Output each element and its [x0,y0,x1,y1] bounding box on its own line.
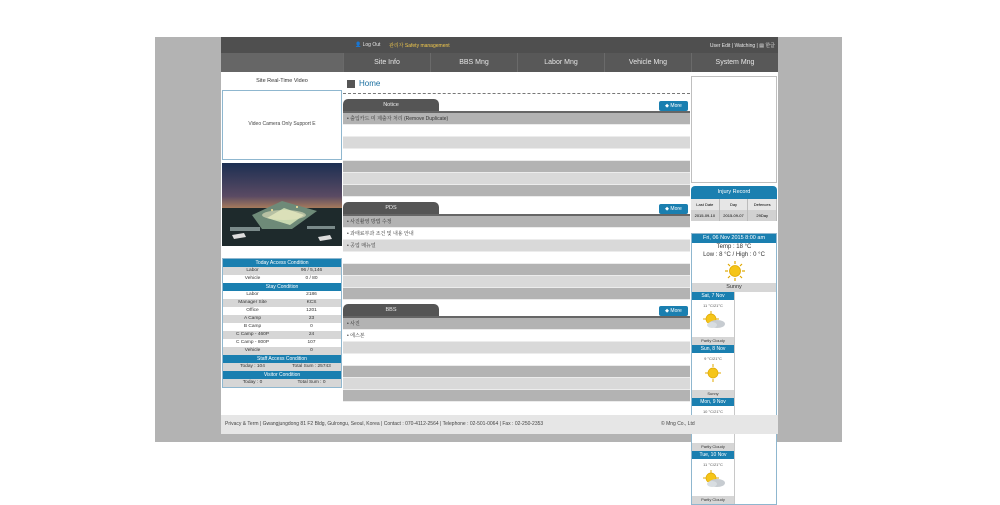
weather-desc: Sunny [692,283,776,292]
list-item[interactable]: • 사진 [343,318,690,330]
nav-item-vehicle-mng[interactable]: Vehicle Mng [604,53,691,72]
injury-value: 29Day [748,210,777,221]
forecast-grid [692,292,776,504]
board-tab-notice[interactable]: Notice [343,99,439,111]
forecast-date: Mon, 9 Nov [692,398,734,406]
status-row [223,267,341,275]
status-row [223,275,341,283]
bbs-more-button[interactable]: ◆ More [659,306,688,316]
status-cell: 107 [307,340,316,345]
list-item [343,264,690,276]
injury-header: Day [720,199,749,210]
list-item [343,125,690,137]
status-row [223,307,341,315]
partly-cloudy-icon [692,467,734,491]
status-cell: 2186 [306,292,317,297]
status-cell: 23 [308,316,315,321]
status-cell: Total Sum : 25743 [292,364,331,369]
bbs-list [343,318,690,402]
injury-value: 2015-09-07 [720,210,749,221]
user-icon: 👤 [355,42,362,48]
partly-cloudy-icon [692,308,734,332]
app-window [221,37,778,502]
sun-icon [692,259,776,283]
main-nav [221,53,778,72]
status-cell: C Camp - 800P [235,340,270,345]
forecast-temp: 11 °C/21°C [703,303,723,308]
forecast-desc: Sunny [692,390,734,398]
footer-info: Privacy & Term | Gwangjungdong 81 F2 Bldg, Gulrongu, Seoul, Korea | Contact : 070-4112-2564 | Telephone : 02-501-0064 | Fax : 02-250-2353 [225,421,544,427]
home-icon [347,80,355,88]
status-cell: Office [246,308,259,313]
status-row [223,315,341,323]
status-cell: 24 [308,332,315,337]
left-column [221,72,343,415]
forecast-date: Tue, 10 Nov [692,451,734,459]
forecast-date: Sat, 7 Nov [692,292,734,300]
nav-item-system-mng[interactable]: System Mng [691,53,778,72]
status-row [223,363,341,371]
status-cell: 0 [310,324,313,329]
status-section-header: Stay Condition [223,283,341,291]
forecast-temp: 10 °C/21°C [702,409,724,414]
status-row [223,299,341,307]
weather-range: Low : 8 °C / High : 0 °C [703,252,765,258]
status-cell: 96 / 5,146 [300,268,323,273]
injury-value-row [691,210,777,221]
list-item [343,252,690,264]
status-cell: 0 [310,348,313,353]
forecast-desc: Partly Cloudy [692,337,734,345]
list-item [343,161,690,173]
list-item [343,137,690,149]
status-cell: Manager Site [238,300,267,305]
list-item[interactable]: • 공업 매뉴얼 [343,240,690,252]
list-item [343,288,690,300]
status-cell: Today : 104 [240,364,265,369]
status-cell: 1201 [306,308,317,313]
notice-more-button[interactable]: ◆ More [659,101,688,111]
status-row [223,347,341,355]
injury-header: Defences [748,199,777,210]
status-cell: Vehicle [244,276,261,281]
cctv-panel[interactable] [691,76,777,183]
notice-list [343,113,690,197]
list-item[interactable]: • 출입카드 미 제출자 처리 (Remove Duplicate) [343,113,690,125]
weather-temp: Temp : 18 °C [716,244,752,250]
forecast-date: Sun, 8 Nov [692,345,734,353]
company-name: Safety management [404,43,450,49]
list-item[interactable]: • 과태료부과 조건 및 내용 안내 [343,228,690,240]
status-row [223,379,341,387]
forecast-day [692,345,735,398]
injury-record [691,186,777,221]
injury-header: Last Date [691,199,720,210]
list-item [343,173,690,185]
forecast-temp: 11 °C/21°C [703,462,723,467]
video-title: Site Real-Time Video [256,78,308,84]
forecast-temp: 9 °C/21°C [704,356,722,361]
list-item [343,185,690,197]
status-cell: 0 / 80 [305,276,318,281]
list-item [343,366,690,378]
status-cell: B Camp [243,324,262,329]
status-section-header: Today Access Condition [223,259,341,267]
footer [221,415,778,434]
status-cell: KCS [306,300,317,305]
video-note: Video Camera Only Support E [248,121,316,127]
video-player[interactable] [222,90,342,160]
board-tab-pds[interactable]: PDS [343,202,439,214]
list-item[interactable]: • 사진촬영 방법 수정 [343,216,690,228]
forecast-day [692,292,735,345]
status-section-header: Staff Access Condition [223,355,341,363]
status-row [223,291,341,299]
weather-date: Fri, 06 Nov 2015 8:00 am [692,234,776,243]
list-item [343,149,690,161]
top-bar [221,37,778,53]
list-item [343,390,690,402]
page-title: Home [359,79,381,88]
status-cell: A Camp [243,316,262,321]
nav-item-site-info[interactable]: Site Info [343,53,430,72]
user-links[interactable]: User Edit | Watching | ▤ 한글 [709,43,775,49]
status-cell: Labor [246,268,259,273]
list-item [343,276,690,288]
list-item [343,354,690,366]
status-section-header: Visitor Condition [223,371,341,379]
list-item[interactable]: • 에스본 [343,330,690,342]
status-cell: Vehicle [244,348,261,353]
status-cell: Today : 0 [242,380,263,385]
status-cell: Labor [246,292,259,297]
nav-menu [343,53,778,72]
weather-panel [691,233,777,505]
title-divider [343,93,690,94]
main-content [343,72,690,415]
logout-button[interactable]: 👤 Log Out [355,42,381,48]
pds-list [343,216,690,300]
pds-more-button[interactable]: ◆ More [659,204,688,214]
list-item [343,378,690,390]
forecast-day [692,451,735,504]
board-tab-bbs[interactable]: BBS [343,304,439,316]
user-identity [389,42,450,49]
sun-icon [692,361,734,385]
injury-title: Injury Record [691,186,777,199]
status-row [223,339,341,347]
right-column [690,72,778,502]
status-cell: Total Sum : 0 [297,380,326,385]
nav-item-labor-mng[interactable]: Labor Mng [517,53,604,72]
forecast-desc: Partly Cloudy [692,443,734,451]
status-cell: C Camp - 460P [235,332,270,337]
site-photo [222,163,342,246]
nav-item-bbs-mng[interactable]: BBS Mng [430,53,517,72]
status-panel [222,258,342,388]
injury-value: 2015-09-10 [691,210,720,221]
injury-header-row [691,199,777,210]
status-row [223,323,341,331]
list-item [343,342,690,354]
user-name: 관리자 [389,43,404,49]
footer-copyright: © Mng Co., Ltd [661,421,695,427]
forecast-desc: Partly Cloudy [692,496,734,504]
status-row [223,331,341,339]
